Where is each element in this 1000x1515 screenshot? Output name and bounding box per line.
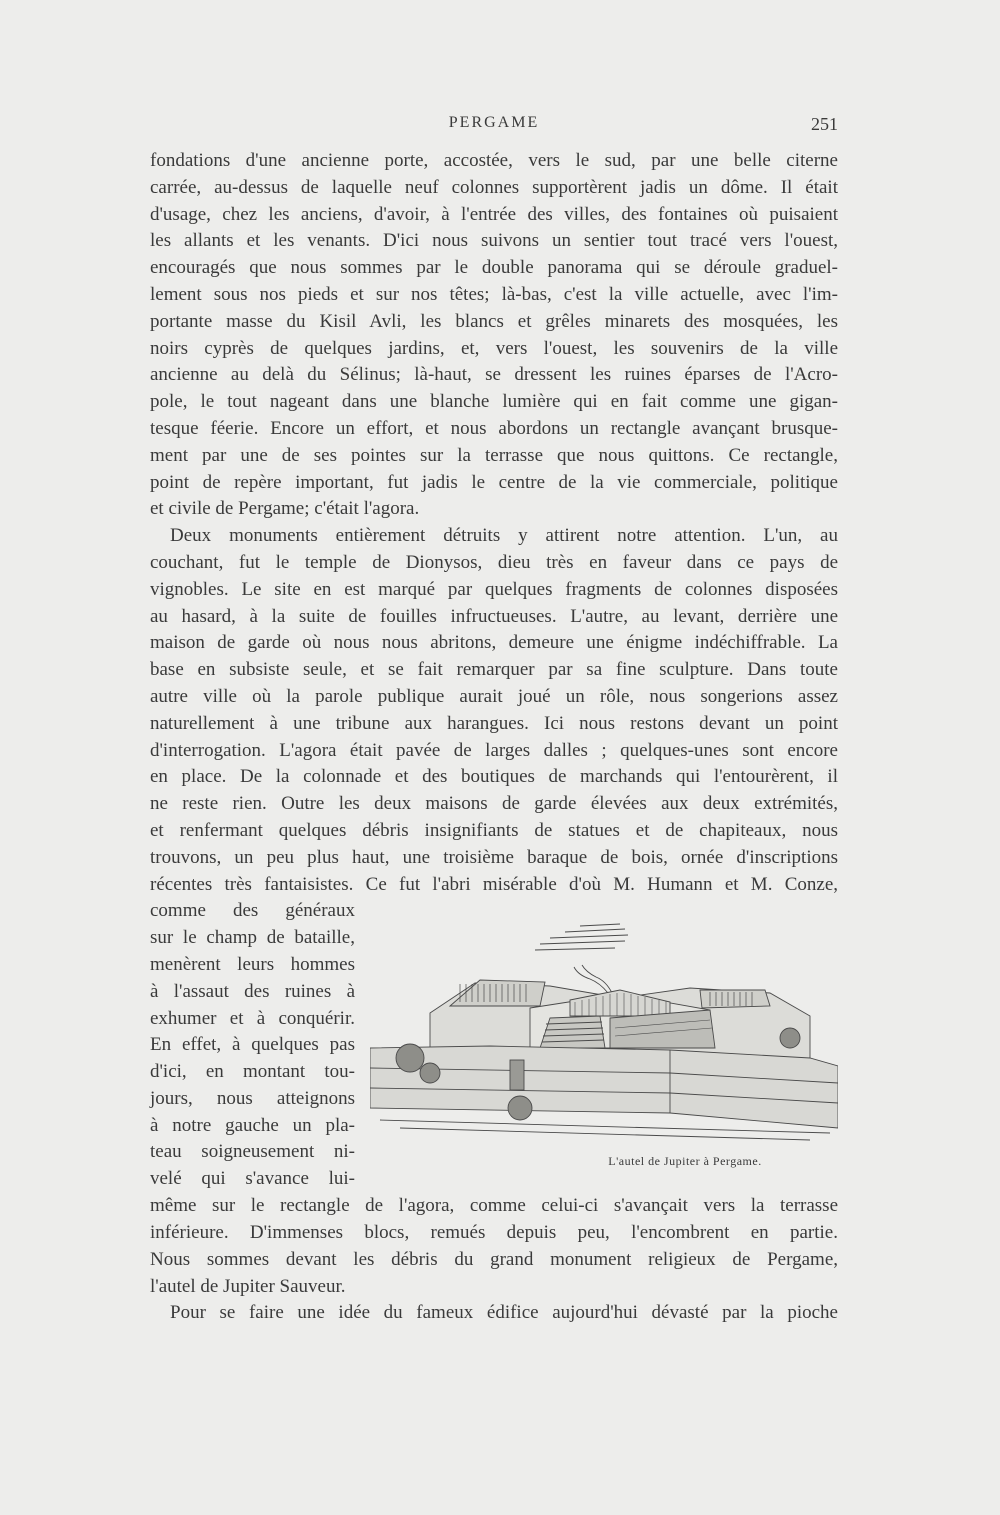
text-line: trouvons, un peu plus haut, une troisième baraque de bois, ornée d'inscriptions	[150, 846, 838, 868]
text-line: inférieure. D'immenses blocs, remués depuis peu, l'encombrent en partie.	[150, 1221, 838, 1243]
running-title: PERGAME	[448, 114, 540, 131]
text-line: Deux monuments entièrement détruits y attirent notre attention. L'un, au	[170, 525, 838, 547]
page-number: 251	[811, 114, 838, 134]
text-line: tesque féerie. Encore un effort, et nous abordons un rectangle avançant brusque-	[150, 417, 838, 439]
text-line: lement sous nos pieds et sur nos têtes; là-bas, c'est la ville actuelle, avec l'im-	[150, 283, 838, 305]
text-line: velé qui s'avance lui-	[150, 1168, 355, 1190]
text-line: ancienne au delà du Sélinus; là-haut, se dressent les ruines éparses de l'Acro-	[150, 364, 838, 386]
text-line: sur le champ de bataille,	[150, 927, 355, 949]
text-line: jours, nous atteignons	[150, 1087, 355, 1109]
text-line: en place. De la colonnade et des boutiques de marchands qui l'entourèrent, il	[150, 766, 838, 788]
figure-caption: L'autel de Jupiter à Pergame.	[608, 1154, 762, 1169]
text-line: et renfermant quelques débris insignifiants de statues et de chapiteaux, nous	[150, 819, 838, 841]
text-line: ne reste rien. Outre les deux maisons de garde élevées aux deux extrémités,	[150, 793, 838, 815]
text-line: teau soigneusement ni-	[150, 1141, 355, 1163]
text-line: l'autel de Jupiter Sauveur.	[150, 1275, 346, 1297]
wrapped-text-column	[150, 898, 355, 1193]
text-line: maison de garde où nous nous abritons, demeure une énigme indéchiffrable. La	[150, 632, 838, 654]
text-line: les allants et les venants. D'ici nous suivons un sentier tout tracé vers l'ouest,	[150, 230, 838, 252]
text-line: encouragés que nous sommes par le double panorama qui se déroule graduel-	[150, 257, 838, 279]
running-head	[150, 114, 838, 136]
text-line: point de repère important, fut jadis le centre de la vie commerciale, politique	[150, 471, 838, 493]
engraving-altar-of-zeus-icon	[370, 898, 838, 1148]
text-line: autre ville où la parole publique aurait joué un rôle, nous songerions assez	[150, 685, 838, 707]
text-line: comme des généraux	[150, 900, 355, 922]
text-line: pole, le tout nageant dans une blanche lumière qui en fait comme une gigan-	[150, 391, 838, 413]
text-line: En effet, à quelques pas	[150, 1034, 355, 1056]
text-line: fondations d'une ancienne porte, accostée, vers le sud, par une belle citerne	[150, 150, 838, 171]
figure-wrap-block	[150, 898, 838, 1193]
text-line: menèrent leurs hommes	[150, 953, 355, 975]
text-line: au hasard, à la suite de fouilles infructueuses. L'autre, au levant, derrière une	[150, 605, 838, 627]
text-line: noirs cyprès de quelques jardins, et, vers l'ouest, les souvenirs de la ville	[150, 337, 838, 359]
text-line: et civile de Pergame; c'était l'agora.	[150, 498, 420, 520]
text-line: même sur le rectangle de l'agora, comme celui-ci s'avançait vers la terrasse	[150, 1195, 838, 1217]
text-line: ment par une de ses pointes sur la terrasse que nous quittons. Ce rectangle,	[150, 444, 838, 466]
text-line: carrée, au-dessus de laquelle neuf colonnes supportèrent jadis un dôme. Il était	[150, 176, 838, 198]
text-line: d'usage, chez les anciens, d'avoir, à l'entrée des villes, des fontaines où puisaient	[150, 203, 838, 225]
text-line: vignobles. Le site en est marqué par quelques fragments de colonnes disposées	[150, 578, 838, 600]
figure	[370, 898, 838, 1192]
paragraph-3	[150, 1300, 838, 1327]
text-line: récentes très fantaisistes. Ce fut l'abri misérable d'où M. Humann et M. Conze,	[150, 873, 838, 895]
paragraph-1	[150, 148, 838, 523]
text-line: à notre gauche un pla-	[150, 1114, 355, 1136]
text-line: couchant, fut le temple de Dionysos, dieu très en faveur dans ce pays de	[150, 551, 838, 573]
text-line: exhumer et à conquérir.	[150, 1007, 355, 1029]
paragraph-2	[150, 523, 838, 1300]
text-line: base en subsiste seule, et se fait remarquer par sa fine sculpture. Dans toute	[150, 659, 838, 681]
text-line: Nous sommes devant les débris du grand monument religieux de Pergame,	[150, 1248, 838, 1270]
text-line: d'ici, en montant tou-	[150, 1061, 355, 1083]
text-line: naturellement à une tribune aux harangues. Ici nous restons devant un point	[150, 712, 838, 734]
text-line: portante masse du Kisil Avli, les blancs et grêles minarets des mosquées, les	[150, 310, 838, 332]
text-line: à l'assaut des ruines à	[150, 980, 355, 1002]
body-text	[150, 148, 838, 1327]
text-line: Pour se faire une idée du fameux édifice aujourd'hui dévasté par la pioche	[170, 1302, 838, 1324]
text-line: d'interrogation. L'agora était pavée de larges dalles ; quelques-unes sont encore	[150, 739, 838, 761]
